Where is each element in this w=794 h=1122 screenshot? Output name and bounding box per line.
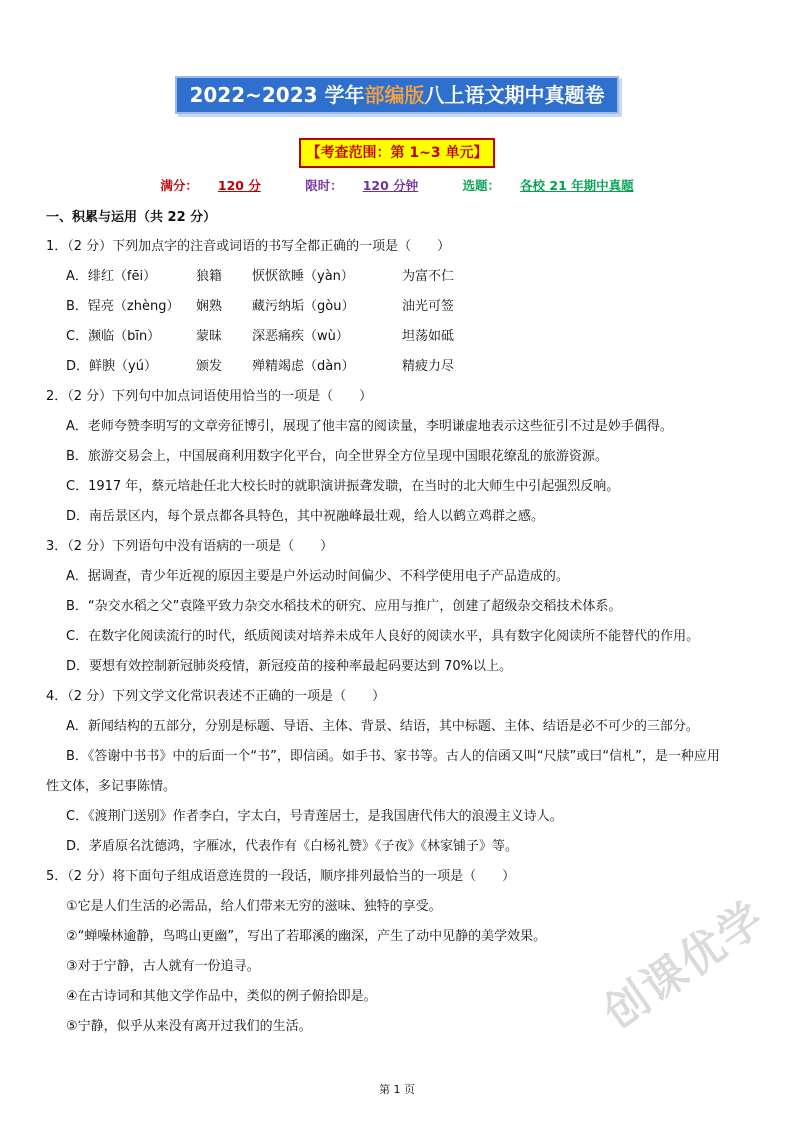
q5-sentence-1: ①它是人们生活的必需品，给人们带来无穷的滋味、独特的享受。 [66, 899, 442, 914]
q5-sentence-4: ④在古诗词和其他文学作品中，类似的例子俯拾即是。 [66, 989, 377, 1004]
q1-option-a: A．绯红（fēi） 狼籍 恹恹欲睡（yàn） 为富不仁 [66, 269, 455, 284]
scope-area [0, 138, 794, 168]
title-highlight: 部编版 [364, 83, 425, 107]
watermark: 创课优学 [594, 892, 775, 1040]
q4-option-c: C．《渡荆门送别》作者李白，字太白，号青莲居士，是我国唐代伟大的浪漫主义诗人。 [66, 809, 563, 824]
q4-option-b-line1: B．《答谢中书书》中的后面一个“书”，即信函。如手书、家书等。古人的信函又叫“尺牍”或曰“信札”，是一种应用 [66, 749, 720, 764]
q3-option-b: B．“杂交水稻之父”袁隆平致力杂交水稻技术的研究、应用与推广，创建了超级杂交稻技术体系。 [66, 599, 622, 614]
q4-option-d: D．茅盾原名沈德鸿，字雁冰，代表作有《白杨礼赞》《子夜》《林家铺子》等。 [66, 839, 519, 854]
page-number: 第 1 页 [379, 1083, 415, 1096]
title-year: 2022~2023 学年 [189, 83, 365, 107]
q3-option-d: D．要想有效控制新冠肺炎疫情，新冠疫苗的接种率最起码要达到 70%以上。 [66, 659, 513, 674]
time-limit: 限时： 120 分钟 [305, 178, 419, 193]
q1-option-b: B．锃亮（zhèng） 娴熟 藏污纳垢（gòu） 油光可签 [66, 299, 455, 314]
q2-option-b: B．旅游交易会上，中国展商利用数字化平台，向全世界全方位呈现中国眼花缭乱的旅游资源。 [66, 449, 608, 464]
q5-sentence-3: ③对于宁静，古人就有一份追寻。 [66, 959, 260, 974]
q4-option-b-line2: 性文体，多记事陈情。 [46, 779, 177, 794]
exam-content [46, 207, 752, 1045]
question-3-stem: 3．（2 分）下列语句中没有语病的一项是（ ） [46, 539, 334, 554]
exam-meta [0, 176, 794, 194]
exam-title [175, 76, 618, 114]
q5-sentence-5: ⑤宁静，似乎从来没有离开过我们的生活。 [66, 1019, 312, 1034]
title-subject: 八上语文期中真题卷 [424, 83, 605, 107]
q1-option-d: D．鲜腴（yú） 颁发 殚精竭虑（dàn） 精疲力尽 [66, 359, 455, 374]
q1-option-c: C．濒临（bīn） 蒙昧 深恶痛疾（wù） 坦荡如砥 [66, 329, 455, 344]
q2-option-a: A．老师夸赞李明写的文章旁征博引，展现了他丰富的阅读量，李明谦虚地表示这些征引不过是妙手偶得。 [66, 419, 673, 434]
question-2-stem: 2．（2 分）下列句中加点词语使用恰当的一项是（ ） [46, 389, 373, 404]
q2-option-c: C．1917 年，蔡元培赴任北大校长时的就职演讲振聋发聩，在当时的北大师生中引起强烈反响。 [66, 479, 620, 494]
question-4-stem: 4．（2 分）下列文学文化常识表述不正确的一项是（ ） [46, 689, 386, 704]
section-heading: 一、积累与运用（共 22 分） [46, 210, 217, 225]
question-source: 选题： 各校 21 年期中真题 [462, 178, 634, 193]
full-score: 满分： 120 分 [160, 178, 261, 193]
question-1-stem: 1．（2 分）下列加点字的注音或词语的书写全都正确的一项是（ ） [46, 239, 451, 254]
q3-option-c: C．在数字化阅读流行的时代，纸质阅读对培养未成年人良好的阅读水平，具有数字化阅读所不能替代的作用。 [66, 629, 700, 644]
exam-scope: 【考查范围：第 1~3 单元】 [299, 138, 496, 168]
q4-option-a: A．新闻结构的五部分，分别是标题、导语、主体、背景、结语，其中标题、主体、结语是必不可少的三部分。 [66, 719, 699, 734]
q3-option-a: A．据调查，青少年近视的原因主要是户外运动时间偏少、不科学使用电子产品造成的。 [66, 569, 569, 584]
question-5-stem: 5．（2 分）将下面句子组成语意连贯的一段话，顺序排列最恰当的一项是（ ） [46, 869, 516, 884]
q5-sentence-2: ②“蝉噪林逾静，鸟鸣山更幽”，写出了若耶溪的幽深，产生了动中见静的美学效果。 [66, 929, 547, 944]
title-area [0, 76, 794, 114]
q2-option-d: D．南岳景区内，每个景点都各具特色，其中祝融峰最壮观，给人以鹤立鸡群之感。 [66, 509, 545, 524]
